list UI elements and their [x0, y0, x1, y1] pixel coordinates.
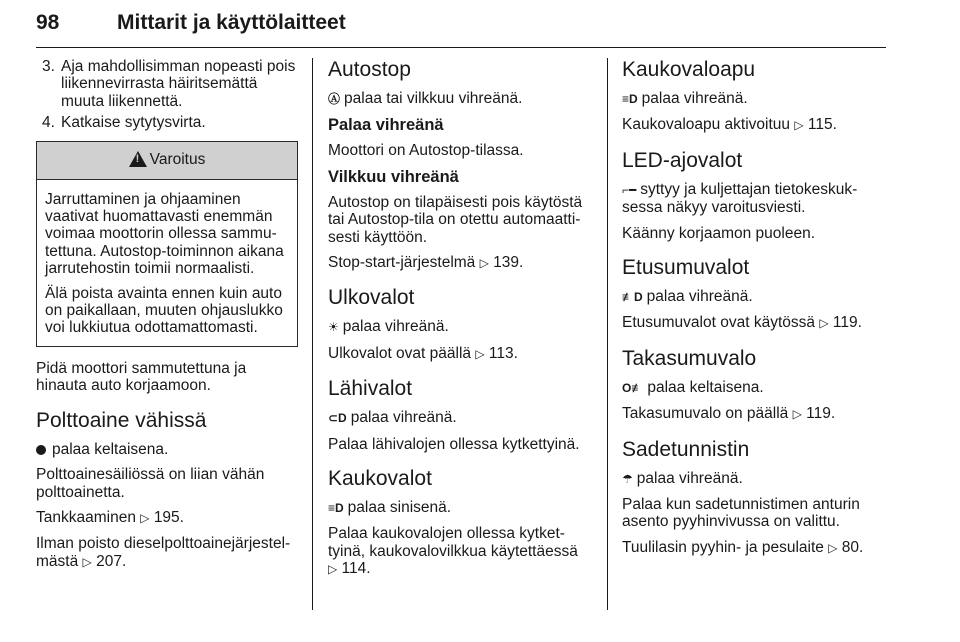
column-1 [36, 58, 298, 579]
low-beam-icon: ⊂D [328, 411, 347, 426]
status-text: palaa tai vilkkuu vihreänä. [344, 90, 523, 107]
status-text: palaa keltaisena. [647, 378, 764, 396]
status-text: palaa vihreänä. [641, 90, 748, 107]
status-text: palaa vihreänä. [342, 318, 449, 336]
warning-body [37, 180, 297, 346]
lahivalot-status [328, 409, 596, 427]
section-heading-autostop: Autostop [328, 58, 411, 81]
takasumuvalo-status [622, 379, 890, 397]
page-number: 98 [36, 11, 60, 34]
kaukovalot-text [328, 525, 596, 578]
ref-page: 195. [153, 508, 184, 526]
body-text: Autostop on tilapäisesti pois käytöstä tai Autostop-tila on otettu automaattisesti käyttöön. [328, 193, 583, 246]
step-text: Aja mahdollisimman nopeasti pois liikennevirrasta häiritsemättä muuta liikennettä. [61, 58, 296, 110]
front-fog-light-icon: ≢D [622, 290, 643, 305]
ref-label: Ilman poisto dieselpolttoainejärjestelmästä [36, 535, 291, 570]
ulkovalot-ref [328, 345, 596, 363]
subheading: Vilkkuu vihreänä [328, 167, 459, 186]
column-2 [328, 58, 596, 587]
body-text: Käänny korjaamon puoleen. [622, 224, 816, 242]
step-number: 3. [42, 58, 55, 75]
etusumuvalot-status [622, 288, 890, 306]
warning-paragraph: Jarruttaminen ja ohjaaminen vaativat huomattavasti enemmän voimaa moottorin ollessa sammutettuna. Autostop-toiminnon aikana jarrutehostin toimii normaalisti. [45, 190, 284, 278]
exterior-lights-icon: ☀ [328, 320, 339, 335]
warning-title: Varoitus [149, 151, 206, 169]
led-status [622, 181, 890, 217]
subheading: Palaa vihreänä [328, 116, 444, 135]
page-ref-icon: ▷ [328, 562, 338, 577]
page-ref-icon: ▷ [82, 554, 92, 569]
ref-page: 113. [488, 344, 518, 362]
ref-label: Stop-start-järjestelmä [328, 254, 476, 272]
status-text: palaa vihreänä. [350, 409, 457, 427]
sadetunnistin-status [622, 470, 890, 488]
ref-label: Ulkovalot ovat päällä [328, 344, 472, 362]
section-heading-kaukovaloapu: Kaukovaloapu [622, 58, 756, 81]
header-rule [36, 47, 886, 48]
ref-label: Kaukovaloapu aktivoituu [622, 116, 791, 134]
section-heading-led: LED-ajovalot [622, 148, 743, 172]
body-text: Moottori on Autostop-tilassa. [328, 142, 524, 160]
section-heading-fuel: Polttoaine vähissä [36, 408, 207, 432]
section-heading-sadetunnistin: Sadetunnistin [622, 437, 750, 461]
high-beam-assist-icon: ≡D [622, 92, 638, 106]
ref-label: Tankkaaminen [36, 508, 136, 526]
step-text: Katkaise sytytysvirta. [61, 114, 206, 132]
ref-page: 119. [806, 405, 836, 423]
fuel-status [36, 441, 298, 458]
led-headlight-icon: ⌐━ [622, 182, 637, 197]
page-ref-icon: ▷ [792, 407, 802, 422]
body-text: Palaa lähivalojen ollessa kytkettyinä. [328, 435, 580, 453]
high-beam-icon: ≡D [328, 501, 344, 516]
page-title: Mittarit ja käyttölaitteet [117, 11, 346, 34]
list-item [36, 58, 298, 110]
warning-box [36, 141, 298, 347]
section-heading-ulkovalot: Ulkovalot [328, 286, 415, 310]
ref-page: 119. [832, 314, 862, 332]
ref-label: Takasumuvalo on päällä [622, 405, 789, 423]
autostop-ref [328, 254, 596, 272]
ref-label: Etusumuvalot ovat käytössä [622, 314, 815, 332]
section-heading-etusumuvalot: Etusumuvalot [622, 256, 750, 280]
autostop-icon: Ⓐ [328, 92, 341, 106]
status-text: palaa vihreänä. [636, 469, 743, 487]
takasumuvalo-ref [622, 405, 890, 423]
ref-page: 139. [493, 254, 524, 272]
status-text: palaa vihreänä. [646, 288, 753, 306]
warning-icon [129, 151, 147, 167]
rear-fog-light-icon: O≢ [622, 380, 644, 395]
sadetunnistin-ref [622, 539, 890, 557]
fuel-ref [36, 509, 298, 527]
body-text: Palaa kun sadetunnistimen anturin asento pyyhinvivussa on valittu. [622, 496, 860, 531]
fuel-ref [36, 535, 298, 571]
rain-sensor-icon: ☂ [622, 471, 633, 486]
ref-page: 80. [841, 538, 864, 556]
page-ref-icon: ▷ [794, 118, 804, 133]
page-ref-icon: ▷ [479, 256, 489, 271]
ref-page: 115. [807, 116, 837, 134]
section-heading-kaukovalot: Kaukovalot [328, 467, 432, 491]
ref-page: 207. [96, 552, 127, 570]
status-text: palaa keltaisena. [52, 440, 169, 458]
column-divider [312, 58, 313, 610]
page-ref-icon: ▷ [475, 346, 485, 361]
step-number: 4. [42, 114, 55, 132]
status-text: palaa sinisenä. [347, 499, 452, 517]
page-header [36, 6, 886, 48]
towing-text: Pidä moottori sammutettuna ja hinauta auto korjaamoon. [36, 359, 247, 395]
warning-header [37, 142, 297, 180]
body-text: Palaa kaukovalojen ollessa kytkettyinä, kaukovalovilkkua käytettäessä [328, 525, 578, 560]
ulkovalot-status [328, 318, 596, 336]
column-divider [607, 58, 608, 610]
page-ref-icon: ▷ [819, 316, 829, 331]
page-ref-icon: ▷ [828, 540, 838, 555]
kaukovaloapu-status [622, 90, 890, 108]
section-heading-takasumuvalo: Takasumuvalo [622, 346, 757, 370]
list-item [36, 114, 298, 131]
warning-paragraph: Älä poista avainta ennen kuin auto on paikallaan, muuten ohjauslukko voi lukkiutua odottamattomasti. [45, 284, 283, 337]
autostop-status [328, 90, 596, 108]
fuel-text: Polttoainesäiliössä on liian vähän polttoainetta. [36, 466, 265, 501]
column-3 [622, 58, 890, 565]
steps-list [36, 58, 298, 132]
kaukovalot-status [328, 499, 596, 517]
etusumuvalot-ref [622, 314, 890, 332]
section-heading-lahivalot: Lähivalot [328, 377, 413, 401]
kaukovaloapu-ref [622, 116, 890, 134]
ref-page: 114. [341, 560, 371, 578]
ref-label: Tuulilasin pyyhin- ja pesulaite [622, 538, 824, 556]
status-text: syttyy ja kuljettajan tietokeskuksessa näkyy varoitusviesti. [622, 180, 858, 217]
page-ref-icon: ▷ [140, 510, 150, 525]
fuel-indicator-icon [36, 445, 46, 455]
